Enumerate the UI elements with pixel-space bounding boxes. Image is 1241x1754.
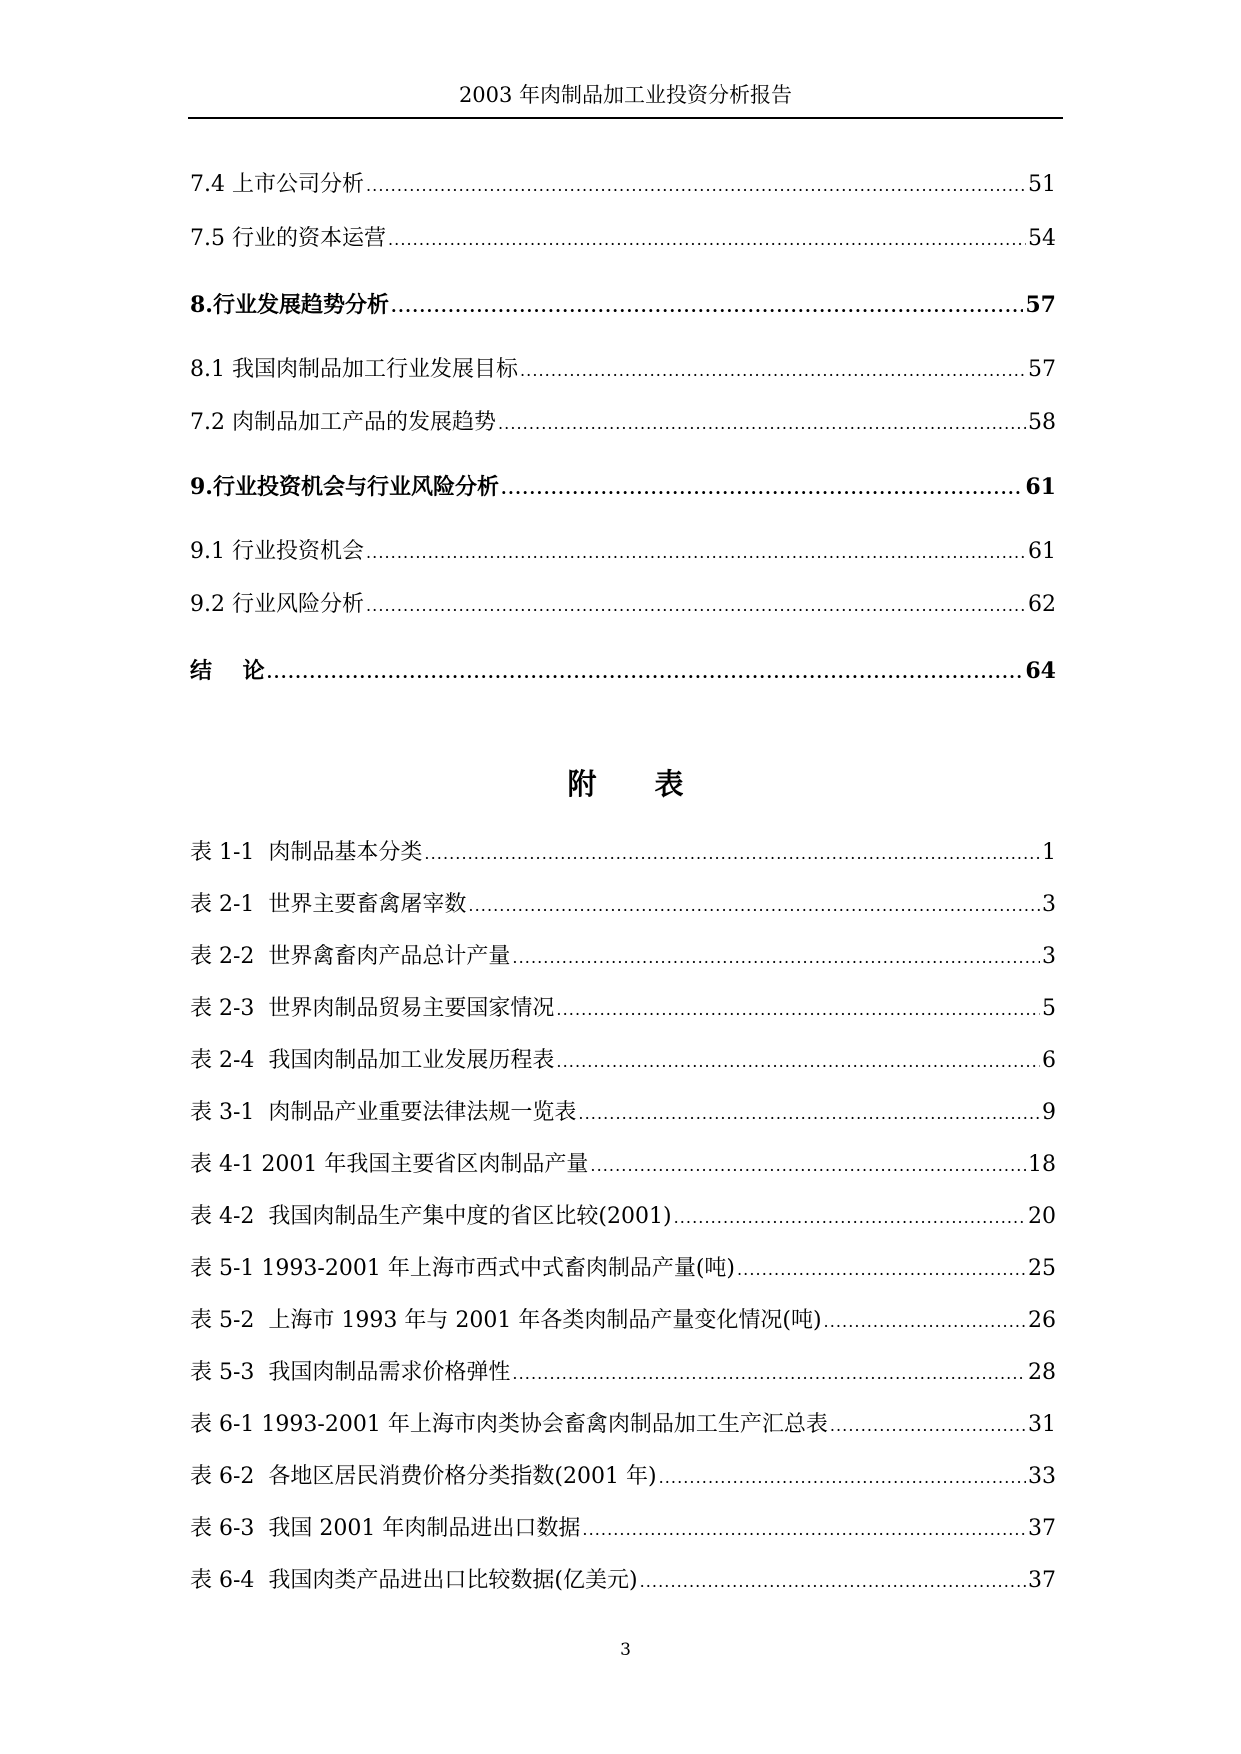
appendix-entry-page: 3 [1042,944,1056,969]
appendix-entry-page: 9 [1042,1100,1056,1125]
toc-entry-label: 7.5 行业的资本运营 [190,226,386,251]
toc-entry-page: 54 [1028,226,1056,251]
leader-dots [501,472,1023,504]
toc-entry-label: 8.行业发展趋势分析 [190,292,389,318]
leader-dots [388,224,1026,255]
appendix-entry-label: 表 4-2 我国肉制品生产集中度的省区比较(2001) [190,1204,672,1229]
toc-entry-page: 64 [1025,658,1056,684]
leader-dots [556,1046,1040,1077]
leader-dots [366,590,1026,621]
toc-chapter-entry[interactable] [190,290,1056,322]
appendix-entry-page: 31 [1028,1412,1056,1437]
appendix-entry-page: 20 [1028,1204,1056,1229]
appendix-entry-label: 表 4-1 2001 年我国主要省区肉制品产量 [190,1152,589,1177]
appendix-entry-label: 表 5-2 上海市 1993 年与 2001 年各类肉制品产量变化情况(吨) [190,1308,822,1333]
appendix-entry-label: 表 3-1 肉制品产业重要法律法规一览表 [190,1100,577,1125]
appendix-entry-page: 18 [1028,1152,1056,1177]
leader-dots [578,1098,1040,1129]
leader-dots [391,290,1023,322]
toc-entry-page: 61 [1028,539,1056,564]
leader-dots [468,890,1040,921]
appendix-entry[interactable] [190,1462,1056,1493]
appendix-entry-page: 26 [1028,1308,1056,1333]
appendix-entry[interactable] [190,1202,1056,1233]
appendix-entry-page: 3 [1042,892,1056,917]
appendix-entry[interactable] [190,1410,1056,1441]
leader-dots [737,1254,1026,1285]
toc-entry-page: 51 [1028,172,1056,197]
appendix-entry-label: 表 2-2 世界禽畜肉产品总计产量 [190,944,511,969]
toc-entry-label: 9.2 行业风险分析 [190,592,364,617]
toc-entry-label: 7.4 上市公司分析 [190,172,364,197]
appendix-entry-page: 6 [1042,1048,1056,1073]
toc-entry-label: 8.1 我国肉制品加工行业发展目标 [190,357,518,382]
appendix-entry[interactable] [190,994,1056,1025]
toc-entry-page: 57 [1025,292,1056,318]
leader-dots [498,408,1026,439]
leader-dots [674,1202,1026,1233]
toc-entry-page: 57 [1028,357,1056,382]
leader-dots [366,170,1026,201]
toc-entry-label: 9.行业投资机会与行业风险分析 [190,474,499,500]
toc-entry[interactable] [190,408,1056,439]
page-number: 3 [620,1640,631,1660]
appendix-entry-page: 33 [1028,1464,1056,1489]
appendix-entry-page: 37 [1028,1516,1056,1541]
appendix-entry[interactable] [190,1150,1056,1181]
toc-entry[interactable] [190,170,1056,201]
leader-dots [830,1410,1026,1441]
appendix-entry[interactable] [190,1306,1056,1337]
toc-entry[interactable] [190,224,1056,255]
leader-dots [366,537,1026,568]
appendix-entry-label: 表 5-1 1993-2001 年上海市西式中式畜肉制品产量(吨) [190,1256,735,1281]
appendix-entry-page: 25 [1028,1256,1056,1281]
leader-dots [824,1306,1026,1337]
toc-entry-label: 7.2 肉制品加工产品的发展趋势 [190,410,496,435]
appendix-entry-label: 表 2-1 世界主要畜禽屠宰数 [190,892,467,917]
leader-dots [512,942,1040,973]
header-rule [188,117,1063,119]
appendix-entry[interactable] [190,1254,1056,1285]
toc-entry-label: 结 论 [190,658,265,684]
appendix-entry-page: 1 [1042,840,1056,865]
appendix-entry-page: 37 [1028,1568,1056,1593]
appendix-entry-page: 5 [1042,996,1056,1021]
leader-dots [556,994,1040,1025]
appendix-entry-label: 表 6-1 1993-2001 年上海市肉类协会畜禽肉制品加工生产汇总表 [190,1412,828,1437]
appendix-entry-label: 表 2-3 世界肉制品贸易主要国家情况 [190,996,555,1021]
appendix-entry[interactable] [190,1098,1056,1129]
appendix-entry[interactable] [190,1046,1056,1077]
leader-dots [582,1514,1026,1545]
appendix-entry[interactable] [190,1566,1056,1597]
leader-dots [512,1358,1026,1389]
leader-dots [267,656,1024,688]
toc-entry[interactable] [190,537,1056,568]
appendix-entry-label: 表 6-2 各地区居民消费价格分类指数(2001 年) [190,1464,657,1489]
leader-dots [659,1462,1026,1493]
toc-chapter-entry[interactable] [190,472,1056,504]
leader-dots [640,1566,1026,1597]
toc-entry-page: 62 [1028,592,1056,617]
appendix-entry[interactable] [190,838,1056,869]
appendix-entry-label: 表 6-3 我国 2001 年肉制品进出口数据 [190,1516,581,1541]
toc-entry-page: 61 [1025,474,1056,500]
appendix-entry[interactable] [190,1514,1056,1545]
appendix-entry-label: 表 1-1 肉制品基本分类 [190,840,423,865]
leader-dots [590,1150,1026,1181]
appendix-entry[interactable] [190,1358,1056,1389]
appendix-entry[interactable] [190,942,1056,973]
toc-chapter-entry[interactable] [190,656,1056,688]
toc-entry[interactable] [190,355,1056,386]
appendix-entry-page: 28 [1028,1360,1056,1385]
appendix-title: 附表 [567,767,742,801]
appendix-entry-label: 表 5-3 我国肉制品需求价格弹性 [190,1360,511,1385]
appendix-entry[interactable] [190,890,1056,921]
toc-entry-page: 58 [1028,410,1056,435]
leader-dots [424,838,1040,869]
appendix-entry-label: 表 6-4 我国肉类产品进出口比较数据(亿美元) [190,1568,638,1593]
appendix-entry-label: 表 2-4 我国肉制品加工业发展历程表 [190,1048,555,1073]
running-header: 2003 年肉制品加工业投资分析报告 [458,83,793,107]
toc-entry-label: 9.1 行业投资机会 [190,539,364,564]
leader-dots [520,355,1026,386]
toc-entry[interactable] [190,590,1056,621]
